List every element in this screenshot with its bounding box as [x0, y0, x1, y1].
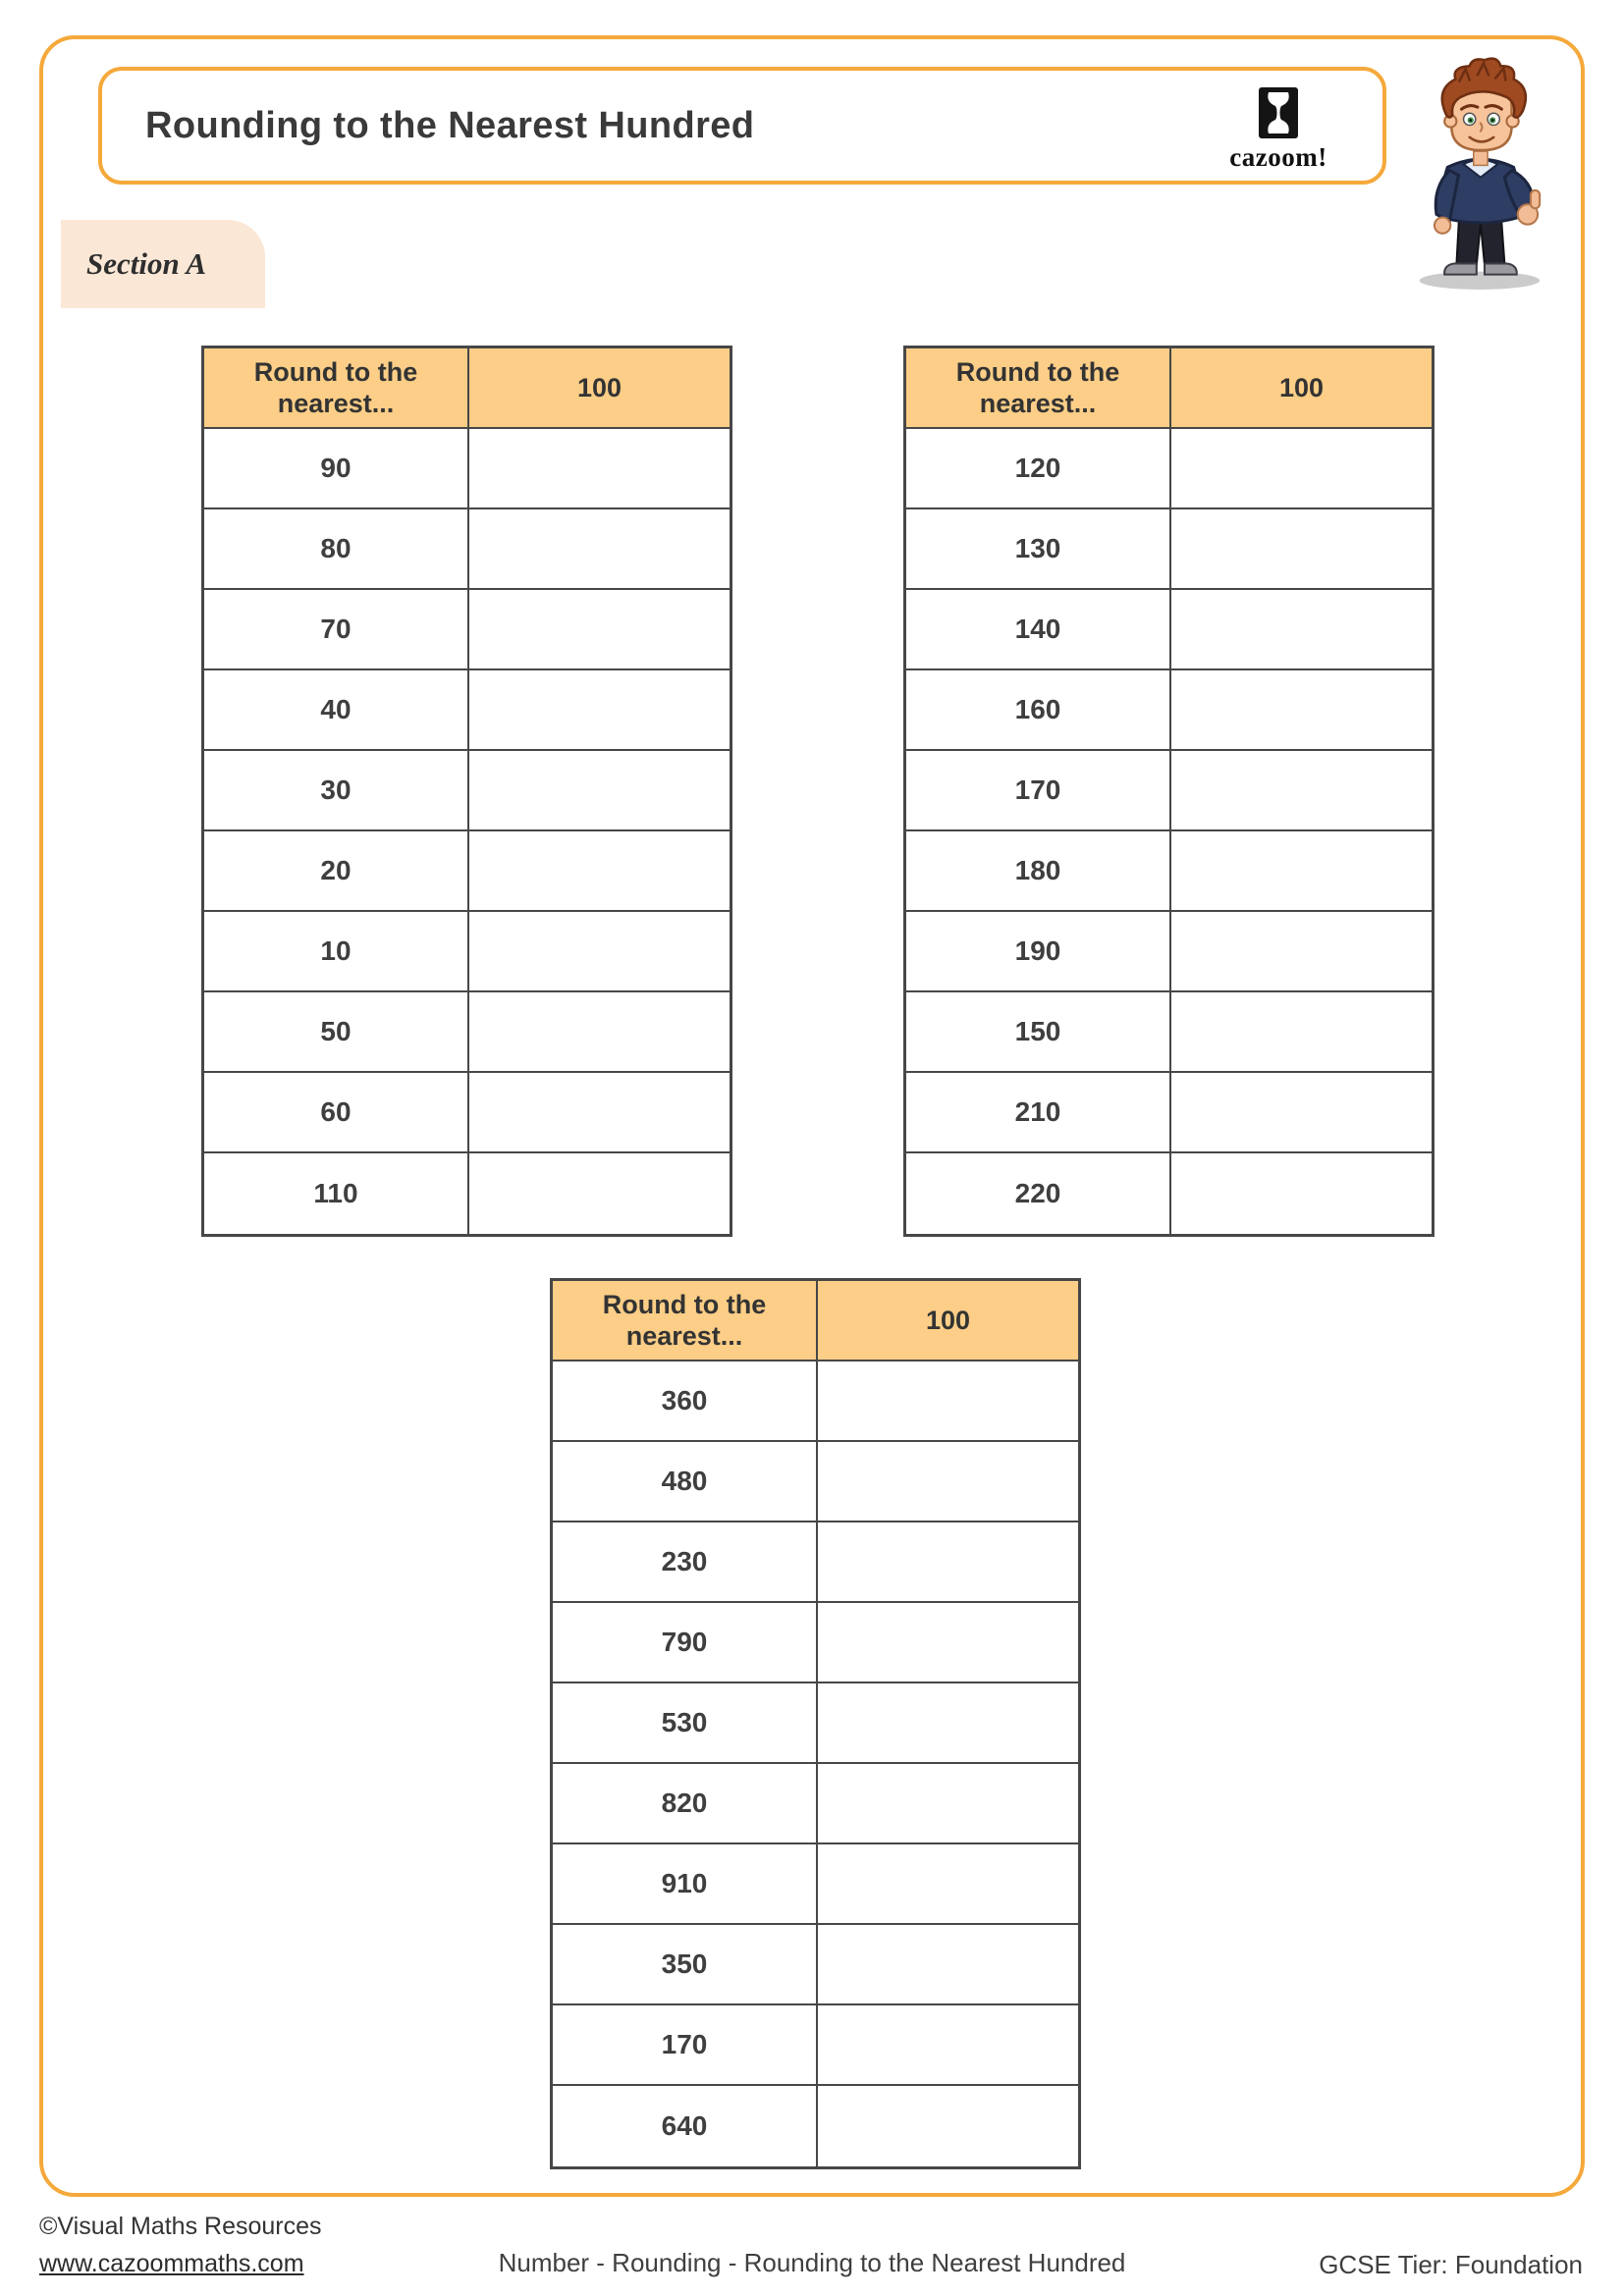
table-row [553, 1683, 1078, 1764]
table-header-row [553, 1281, 1078, 1362]
table-row [204, 831, 730, 912]
answer-cell [469, 912, 730, 990]
answer-cell [1171, 751, 1432, 829]
value-cell: 80 [204, 509, 469, 588]
table-row [906, 831, 1432, 912]
table-row [204, 509, 730, 590]
table-row [204, 429, 730, 509]
answer-cell [469, 590, 730, 668]
table-header-target: 100 [925, 1305, 971, 1335]
table-row [204, 670, 730, 751]
table-header-row [204, 348, 730, 429]
table-header-instruction: Round to the nearest... [906, 348, 1171, 427]
rounding-table-1 [201, 346, 732, 1237]
answer-cell [1171, 831, 1432, 910]
answer-cell [469, 831, 730, 910]
value-cell: 530 [553, 1683, 818, 1762]
table-row [204, 912, 730, 992]
table-header-target: 100 [576, 372, 623, 402]
footer-topic-path: Number - Rounding - Rounding to the Nearest Hundred [498, 2248, 1126, 2277]
answer-cell [469, 509, 730, 588]
copyright-text: ©Visual Maths Resources [39, 2213, 322, 2240]
value-cell: 110 [204, 1153, 469, 1234]
table-row [906, 670, 1432, 751]
value-cell: 140 [906, 590, 1171, 668]
value-cell: 640 [553, 2086, 818, 2166]
page-title: Rounding to the Nearest Hundred [145, 104, 755, 146]
table-row [553, 2005, 1078, 2086]
value-cell: 210 [906, 1073, 1171, 1151]
value-cell: 10 [204, 912, 469, 990]
cartoon-character-image [1386, 51, 1583, 292]
table-row [906, 912, 1432, 992]
website-link[interactable]: www.cazoommaths.com [39, 2249, 304, 2277]
table-row [553, 1925, 1078, 2005]
table-row [553, 1362, 1078, 1442]
answer-cell [469, 992, 730, 1071]
answer-cell [818, 1925, 1078, 2003]
value-cell: 790 [553, 1603, 818, 1682]
answer-cell [818, 1844, 1078, 1923]
table-header-target: 100 [1278, 372, 1325, 402]
answer-cell [818, 1683, 1078, 1762]
table-row [553, 1442, 1078, 1522]
answer-cell [818, 1603, 1078, 1682]
section-a-label: Section A [61, 220, 265, 308]
header-box [98, 67, 1386, 185]
table-row [906, 1153, 1432, 1234]
answer-cell [818, 2086, 1078, 2166]
answer-cell [1171, 670, 1432, 749]
table-row [553, 1844, 1078, 1925]
answer-cell [1171, 509, 1432, 588]
table-row [906, 509, 1432, 590]
value-cell: 90 [204, 429, 469, 507]
answer-cell [469, 751, 730, 829]
value-cell: 360 [553, 1362, 818, 1440]
answer-cell [469, 670, 730, 749]
value-cell: 230 [553, 1522, 818, 1601]
value-cell: 70 [204, 590, 469, 668]
table-row [553, 2086, 1078, 2166]
answer-cell [469, 429, 730, 507]
answer-cell [1171, 1073, 1432, 1151]
footer-tier-label: GCSE Tier: Foundation [1319, 2250, 1583, 2279]
table-row [906, 1073, 1432, 1153]
table-row [204, 992, 730, 1073]
table-header-instruction: Round to the nearest... [204, 348, 469, 427]
rounding-table-3 [550, 1278, 1081, 2169]
value-cell: 20 [204, 831, 469, 910]
value-cell: 170 [553, 2005, 818, 2084]
answer-cell [1171, 1153, 1432, 1234]
answer-cell [1171, 590, 1432, 668]
table-row [553, 1522, 1078, 1603]
value-cell: 150 [906, 992, 1171, 1071]
answer-cell [469, 1073, 730, 1151]
value-cell: 30 [204, 751, 469, 829]
value-cell: 820 [553, 1764, 818, 1842]
answer-cell [1171, 912, 1432, 990]
answer-cell [1171, 429, 1432, 507]
value-cell: 180 [906, 831, 1171, 910]
cazoom-logo-text: cazoom! [1229, 141, 1327, 172]
table-header-row [906, 348, 1432, 429]
table-row [204, 1153, 730, 1234]
value-cell: 910 [553, 1844, 818, 1923]
table-row [906, 429, 1432, 509]
value-cell: 220 [906, 1153, 1171, 1234]
table-header-instruction: Round to the nearest... [553, 1281, 818, 1360]
table-row [906, 751, 1432, 831]
answer-cell [1171, 992, 1432, 1071]
value-cell: 40 [204, 670, 469, 749]
table-row [204, 1073, 730, 1153]
value-cell: 170 [906, 751, 1171, 829]
value-cell: 350 [553, 1925, 818, 2003]
answer-cell [818, 1522, 1078, 1601]
answer-cell [469, 1153, 730, 1234]
value-cell: 50 [204, 992, 469, 1071]
answer-cell [818, 2005, 1078, 2084]
rounding-table-2 [903, 346, 1435, 1237]
footer-copyright-block [39, 2211, 322, 2281]
table-row [553, 1603, 1078, 1683]
table-row [204, 751, 730, 831]
value-cell: 190 [906, 912, 1171, 990]
table-row [553, 1764, 1078, 1844]
table-row [906, 590, 1432, 670]
answer-cell [818, 1442, 1078, 1521]
cazoom-logo [1200, 77, 1357, 181]
value-cell: 120 [906, 429, 1171, 507]
hourglass-icon [1257, 85, 1300, 140]
value-cell: 60 [204, 1073, 469, 1151]
table-row [204, 590, 730, 670]
table-row [906, 992, 1432, 1073]
value-cell: 130 [906, 509, 1171, 588]
value-cell: 480 [553, 1442, 818, 1521]
answer-cell [818, 1362, 1078, 1440]
answer-cell [818, 1764, 1078, 1842]
value-cell: 160 [906, 670, 1171, 749]
